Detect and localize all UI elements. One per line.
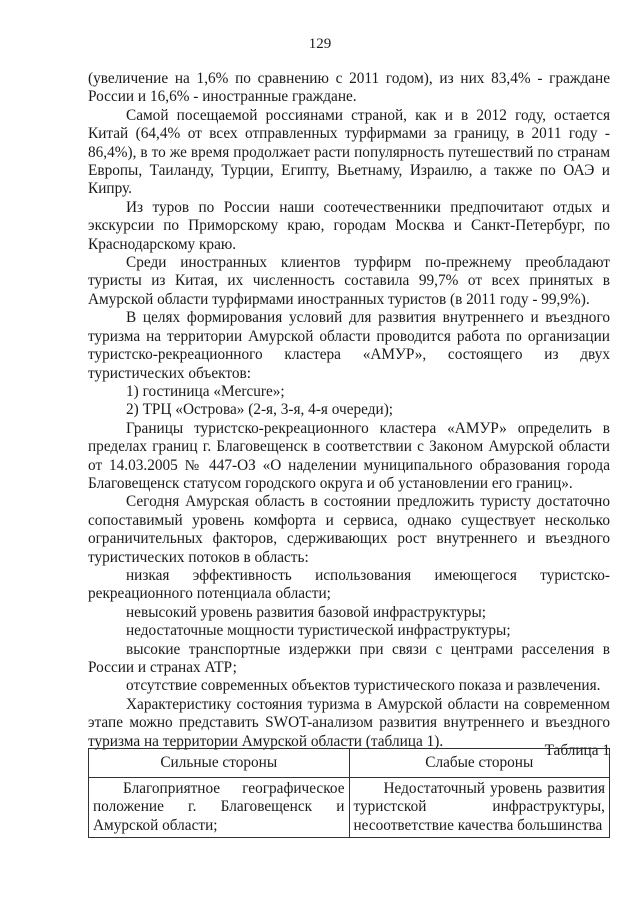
paragraph: (увеличение на 1,6% по сравнению с 2011 годом), из них 83,4% - граждане России и 16,6% - иностранные граждане.: [88, 70, 610, 106]
list-item: недостаточные мощности туристической инфраструктуры;: [126, 622, 511, 640]
paragraph: Самой посещаемой россиянами страной, как и в 2012 году, остается Китай (64,4% от всех отправленных турфирмами за границу, в 2011 году - 86,4%), в то же время продолжает расти популярность путешествий по странам Европы, Таиланду, Турции, Египту, Вьетнаму, Израилю, а также по ОАЭ и Кипру.: [88, 106, 610, 198]
table-cell-weakness: Недостаточный уровень развития туристской инфраструктуры, несоответствие качества большинства: [349, 778, 610, 838]
paragraph: Среди иностранных клиентов турфирм по-прежнему преобладают туристы из Китая, их численность составила 99,7% от всех принятых в Амурской области турфирмами иностранных туристов (в 2011 году - 99,9%).: [88, 254, 610, 308]
swot-table: [88, 748, 610, 838]
list-item: низкая эффективность использования имеющегося туристско-рекреационного потенциала области;: [88, 566, 610, 603]
list-item: невысокий уровень развития базовой инфраструктуры;: [126, 603, 486, 621]
column-header-strengths: Сильные стороны: [89, 749, 350, 778]
body-text: [88, 70, 610, 751]
paragraph: Характеристику состояния туризма в Амурской области на современном этапе можно представить SWOT-анализом развития внутреннего и въездного туризма на территории Амурской области (таблица 1).: [88, 695, 610, 750]
list-item: высокие транспортные издержки при связи с центрами расселения в России и странах АТР;: [88, 640, 610, 676]
list-item: 1) гостиница «Mercure»;: [126, 382, 285, 400]
paragraph: Границы туристско-рекреационного кластера «АМУР» определить в пределах границ г. Благовещенск в соответствии с Законом Амурской области от 14.03.2005 № 447-ОЗ «О наделении муниципального образования города Благовещенск статусом городского округа и об установлении его границ».: [88, 419, 610, 492]
table-row: [89, 778, 610, 838]
list-item: отсутствие современных объектов туристического показа и развлечения.: [126, 677, 601, 695]
page-number: 129: [308, 36, 332, 52]
paragraph: В целях формирования условий для развития внутреннего и въездного туризма на территории Амурской области проводится работа по организации туристско-рекреационного кластера «АМУР», состоящего из двух туристических объектов:: [88, 309, 610, 382]
table-cell-strength: Благоприятное географическое положение г. Благовещенск и Амурской области;: [89, 778, 350, 838]
column-header-weaknesses: Слабые стороны: [349, 749, 610, 778]
list-item: 2) ТРЦ «Острова» (2-я, 3-я, 4-я очереди);: [126, 401, 394, 419]
table-caption: Таблица 1: [544, 742, 610, 759]
paragraph: Из туров по России наши соотечественники предпочитают отдых и экскурсии по Приморскому краю, городам Москва и Санкт-Петербург, по Краснодарскому краю.: [88, 198, 610, 253]
table-header-row: [89, 749, 610, 778]
paragraph: Сегодня Амурская область в состоянии предложить туристу достаточно сопоставимый уровень комфорта и сервиса, однако существует несколько ограничительных факторов, сдерживающих рост внутреннего и въездного туристических потоков в область:: [88, 493, 610, 566]
